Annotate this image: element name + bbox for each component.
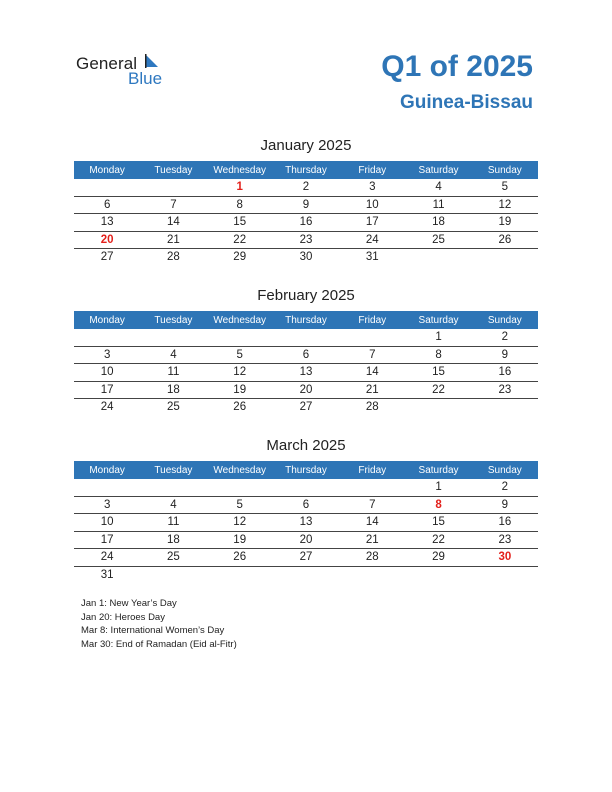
weekday-header: Wednesday xyxy=(207,461,273,479)
weekday-header: Sunday xyxy=(472,461,538,479)
day-cell: 23 xyxy=(273,231,339,249)
day-cell: 5 xyxy=(207,346,273,364)
week-row xyxy=(74,531,538,549)
day-cell: 20 xyxy=(273,381,339,399)
day-cell: 18 xyxy=(405,214,471,232)
weekday-header: Monday xyxy=(74,461,140,479)
day-cell: 30 xyxy=(472,549,538,567)
day-cell: 1 xyxy=(405,329,471,346)
weekday-header: Thursday xyxy=(273,461,339,479)
week-row xyxy=(74,214,538,232)
week-row xyxy=(74,364,538,382)
week-row xyxy=(74,231,538,249)
day-cell: 27 xyxy=(273,549,339,567)
day-cell: 22 xyxy=(405,381,471,399)
day-cell: 28 xyxy=(365,401,379,414)
month-title: March 2025 xyxy=(266,437,346,454)
empty-day-cell xyxy=(273,566,339,583)
brand-logo xyxy=(76,54,186,88)
weekday-header-row xyxy=(74,461,538,479)
day-cell: 7 xyxy=(140,196,206,214)
day-cell: 4 xyxy=(140,496,206,514)
empty-day-cell xyxy=(74,329,140,346)
day-cell: 11 xyxy=(140,514,206,532)
weekday-header: Thursday xyxy=(273,161,339,179)
day-cell: 2 xyxy=(472,329,538,346)
day-cell: 4 xyxy=(140,346,206,364)
day-cell: 13 xyxy=(74,214,140,232)
weekday-header-row xyxy=(74,161,538,179)
day-cell: 9 xyxy=(472,346,538,364)
holiday-notes xyxy=(81,597,237,651)
day-cell: 8 xyxy=(405,496,471,514)
month-calendar-march xyxy=(74,436,538,583)
empty-day-cell xyxy=(207,329,273,346)
month-calendar-january xyxy=(74,136,538,266)
week-row xyxy=(74,496,538,514)
calendar-table xyxy=(74,311,538,416)
day-cell: 31 xyxy=(100,568,114,581)
week-row xyxy=(74,549,538,567)
day-cell: 19 xyxy=(207,381,273,399)
day-cell: 18 xyxy=(140,381,206,399)
weekday-header: Monday xyxy=(74,161,140,179)
calendar-table xyxy=(74,461,538,583)
day-cell: 24 xyxy=(339,231,405,249)
empty-day-cell xyxy=(207,479,273,496)
day-cell: 3 xyxy=(74,346,140,364)
holiday-note: Mar 30: End of Ramadan (Eid al-Fitr) xyxy=(81,638,237,650)
month-title: February 2025 xyxy=(257,287,355,304)
day-cell: 16 xyxy=(273,214,339,232)
day-cell: 19 xyxy=(207,531,273,549)
empty-day-cell xyxy=(273,329,339,346)
weekday-header: Friday xyxy=(339,161,405,179)
day-cell: 29 xyxy=(405,549,471,567)
empty-day-cell xyxy=(339,329,405,346)
day-cell: 17 xyxy=(339,214,405,232)
day-cell: 14 xyxy=(140,214,206,232)
week-row xyxy=(74,399,538,416)
day-cell: 6 xyxy=(273,346,339,364)
empty-day-cell xyxy=(472,399,538,416)
empty-day-cell xyxy=(339,566,405,583)
day-cell: 19 xyxy=(472,214,538,232)
week-row xyxy=(74,346,538,364)
day-cell: 3 xyxy=(74,496,140,514)
day-cell: 12 xyxy=(207,514,273,532)
weekday-header: Monday xyxy=(74,311,140,329)
day-cell: 22 xyxy=(207,231,273,249)
day-cell: 22 xyxy=(405,531,471,549)
day-cell: 7 xyxy=(339,346,405,364)
day-cell: 17 xyxy=(74,381,140,399)
weekday-header: Sunday xyxy=(472,311,538,329)
day-cell: 6 xyxy=(74,196,140,214)
weekday-header: Wednesday xyxy=(207,161,273,179)
empty-day-cell xyxy=(74,179,140,196)
week-row xyxy=(74,196,538,214)
week-row xyxy=(74,479,538,496)
empty-day-cell xyxy=(405,399,471,416)
empty-day-cell xyxy=(405,566,471,583)
brand-general-text: General xyxy=(76,54,138,73)
day-cell: 15 xyxy=(207,214,273,232)
empty-day-cell xyxy=(140,179,206,196)
day-cell: 27 xyxy=(299,401,313,414)
week-row xyxy=(74,566,538,583)
flag-icon xyxy=(143,54,159,68)
week-row xyxy=(74,329,538,346)
weekday-header: Tuesday xyxy=(140,311,206,329)
week-row xyxy=(74,514,538,532)
day-cell: 16 xyxy=(472,514,538,532)
week-row xyxy=(74,179,538,196)
day-cell: 13 xyxy=(273,514,339,532)
day-cell: 25 xyxy=(405,231,471,249)
week-row xyxy=(74,381,538,399)
empty-day-cell xyxy=(472,566,538,583)
weekday-header: Saturday xyxy=(405,311,471,329)
holiday-note: Jan 20: Heroes Day xyxy=(81,611,165,623)
day-cell: 9 xyxy=(472,496,538,514)
weekday-header: Sunday xyxy=(472,161,538,179)
empty-day-cell xyxy=(273,479,339,496)
day-cell: 12 xyxy=(472,196,538,214)
day-cell: 21 xyxy=(140,231,206,249)
day-cell: 11 xyxy=(140,364,206,382)
day-cell: 31 xyxy=(365,251,379,264)
empty-day-cell xyxy=(140,329,206,346)
day-cell: 5 xyxy=(207,496,273,514)
day-cell: 2 xyxy=(273,179,339,196)
weekday-header: Tuesday xyxy=(140,461,206,479)
day-cell: 5 xyxy=(472,179,538,196)
weekday-header: Friday xyxy=(339,461,405,479)
page-title: Q1 of 2025 xyxy=(381,50,533,83)
day-cell: 29 xyxy=(233,251,247,264)
weekday-header-row xyxy=(74,311,538,329)
day-cell: 15 xyxy=(405,364,471,382)
day-cell: 15 xyxy=(405,514,471,532)
week-row xyxy=(74,249,538,266)
day-cell: 9 xyxy=(273,196,339,214)
day-cell: 8 xyxy=(405,346,471,364)
weekday-header: Saturday xyxy=(405,161,471,179)
day-cell: 23 xyxy=(472,531,538,549)
empty-day-cell xyxy=(472,249,538,266)
day-cell: 25 xyxy=(167,401,180,414)
day-cell: 14 xyxy=(339,514,405,532)
day-cell: 4 xyxy=(405,179,471,196)
day-cell: 1 xyxy=(207,179,273,196)
day-cell: 6 xyxy=(273,496,339,514)
weekday-header: Thursday xyxy=(273,311,339,329)
day-cell: 20 xyxy=(273,531,339,549)
day-cell: 13 xyxy=(273,364,339,382)
day-cell: 14 xyxy=(339,364,405,382)
empty-day-cell xyxy=(339,479,405,496)
day-cell: 20 xyxy=(74,231,140,249)
weekday-header: Wednesday xyxy=(207,311,273,329)
month-title: January 2025 xyxy=(260,137,352,154)
day-cell: 10 xyxy=(74,364,140,382)
day-cell: 10 xyxy=(339,196,405,214)
brand-blue-text: Blue xyxy=(128,69,163,88)
day-cell: 10 xyxy=(74,514,140,532)
day-cell: 12 xyxy=(207,364,273,382)
weekday-header: Friday xyxy=(339,311,405,329)
day-cell: 16 xyxy=(472,364,538,382)
day-cell: 26 xyxy=(233,401,247,414)
day-cell: 21 xyxy=(339,531,405,549)
weekday-header: Saturday xyxy=(405,461,471,479)
day-cell: 26 xyxy=(207,549,273,567)
day-cell: 11 xyxy=(405,196,471,214)
day-cell: 30 xyxy=(299,251,313,264)
day-cell: 24 xyxy=(100,401,114,414)
day-cell: 7 xyxy=(339,496,405,514)
day-cell: 17 xyxy=(74,531,140,549)
day-cell: 1 xyxy=(405,479,471,496)
empty-day-cell xyxy=(140,479,206,496)
calendar-table xyxy=(74,161,538,266)
empty-day-cell xyxy=(207,566,273,583)
day-cell: 26 xyxy=(472,231,538,249)
day-cell: 18 xyxy=(140,531,206,549)
day-cell: 25 xyxy=(140,549,206,567)
month-calendar-february xyxy=(74,286,538,416)
day-cell: 8 xyxy=(207,196,273,214)
day-cell: 2 xyxy=(472,479,538,496)
country-name: Guinea-Bissau xyxy=(399,92,533,113)
day-cell: 21 xyxy=(339,381,405,399)
day-cell: 28 xyxy=(339,549,405,567)
holiday-note: Mar 8: International Women’s Day xyxy=(81,625,225,636)
empty-day-cell xyxy=(74,479,140,496)
weekday-header: Tuesday xyxy=(140,161,206,179)
day-cell: 27 xyxy=(100,251,114,264)
day-cell: 24 xyxy=(74,549,140,567)
empty-day-cell xyxy=(405,249,471,266)
day-cell: 28 xyxy=(167,251,180,264)
empty-day-cell xyxy=(140,566,206,583)
holiday-note: Jan 1: New Year’s Day xyxy=(81,598,177,609)
day-cell: 3 xyxy=(339,179,405,196)
day-cell: 23 xyxy=(472,381,538,399)
